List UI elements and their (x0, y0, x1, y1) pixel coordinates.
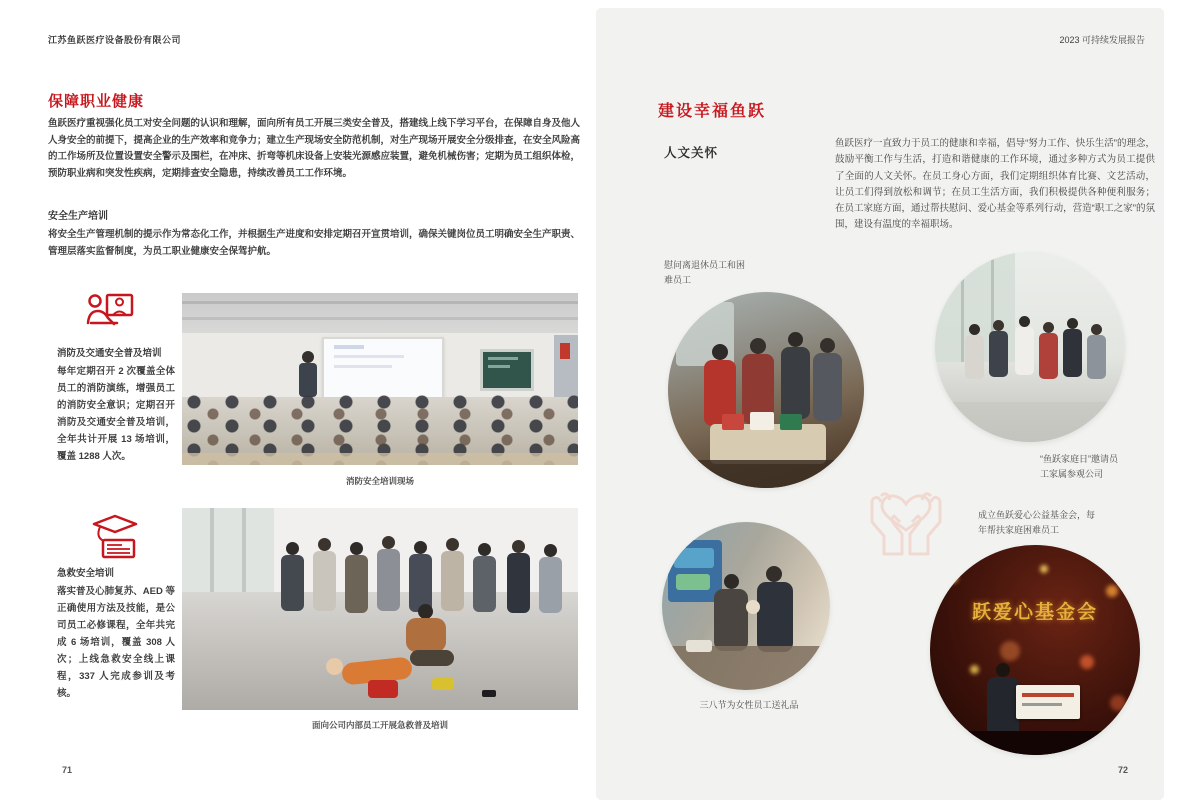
section-heading-safety-training: 安全生产培训 (48, 211, 108, 222)
right-page-subtitle: 人文关怀 (664, 146, 719, 160)
right-page-title: 建设幸福鱼跃 (658, 103, 767, 120)
gallery-caption: 慰问离退休员工和困难员工 (664, 260, 746, 285)
graduation-cap-icon (90, 512, 140, 567)
training-block-heading: 消防及交通安全普及培训 (57, 348, 162, 359)
right-body-paragraph: 鱼跃医疗一直致力于员工的健康和幸福，倡导“努力工作、快乐生活”的理念，鼓励平衡工作与生活，打造和谐健康的工作环境，通过多种方式为员工提供了全面的人文关怀。在员工身心方面，我们定期组织体育比赛、文艺活动，让员工们得到放松和调节；在员工生活方面，我们积极提供各种便利服务；在员工家庭方面，通过帮扶慰问、爱心基金等系列行动，营造“职工之家”的氛围，建设有温度的幸福职场。 (835, 138, 1155, 231)
left-intro-paragraph: 鱼跃医疗重视强化员工对安全问题的认识和理解，面向所有员工开展三类安全普及，搭建线上线下学习平台，在保障自身及他人人身安全的前提下，提高企业的生产效率和竞争力；建立生产现场安全防范机制，对生产现场开展安全分级排查，在安全风险高的工作场所及位置设置安全警示及围栏，在冲床、折弯等机床设备上安装光源感应装置，避免机械伤害；定期为员工组织体检，预防职业病和突发性疾病，定期排查安全隐患，持续改善员工工作环境。 (48, 118, 581, 179)
photo-charity-gala (930, 545, 1140, 755)
report-title: 2023 可持续发展报告 (1059, 35, 1145, 45)
photo-caption: 消防安全培训现场 (345, 476, 414, 486)
right-page-number: 72 (1118, 765, 1129, 775)
photo-retiree-visit (668, 292, 864, 488)
photo-womens-day (662, 522, 830, 690)
left-page-number: 71 (62, 765, 73, 775)
company-name: 江苏鱼跃医疗设备股份有限公司 (48, 35, 182, 45)
left-page-title: 保障职业健康 (48, 93, 145, 110)
training-block-body: 落实普及心肺复苏、AED 等正确使用方法及技能，是公司员工必修课程，全年共完成 6 场培训，覆盖 308 人次；上线急救安全线上课程，337 人完成参训及考核。 (57, 586, 175, 699)
gallery-caption: 三八节为女性员工送礼品 (699, 700, 799, 710)
training-block-body: 每年定期召开 2 次覆盖全体员工的消防演练，增强员工的消防安全意识；定期召开消防及交通安全普及培训，全年共计开展 13 场培训，覆盖 1288 人次。 (57, 366, 175, 462)
photo-first-aid-training (182, 508, 578, 710)
section-body-safety-training: 将安全生产管理机制的提示作为常态化工作，并根据生产进度和安排定期召开宣贯培训，确保关键岗位员工明确安全生产职责、管理层落实监督制度，为员工职业健康安全保驾护航。 (48, 229, 581, 257)
photo-family-day (935, 252, 1125, 442)
gallery-caption: 成立鱼跃爱心公益基金会，每年帮扶家庭困难员工 (978, 510, 1096, 535)
photo-fire-safety-training (182, 293, 578, 465)
training-block-heading: 急救安全培训 (57, 568, 115, 579)
photo-overlay-text: 跃爱心基金会 (971, 602, 1098, 623)
gallery-caption: “鱼跃家庭日”邀请员工家属参观公司 (1040, 454, 1118, 479)
person-at-screen-icon (84, 292, 136, 343)
photo-caption: 面向公司内部员工开展急救普及培训 (311, 720, 448, 730)
